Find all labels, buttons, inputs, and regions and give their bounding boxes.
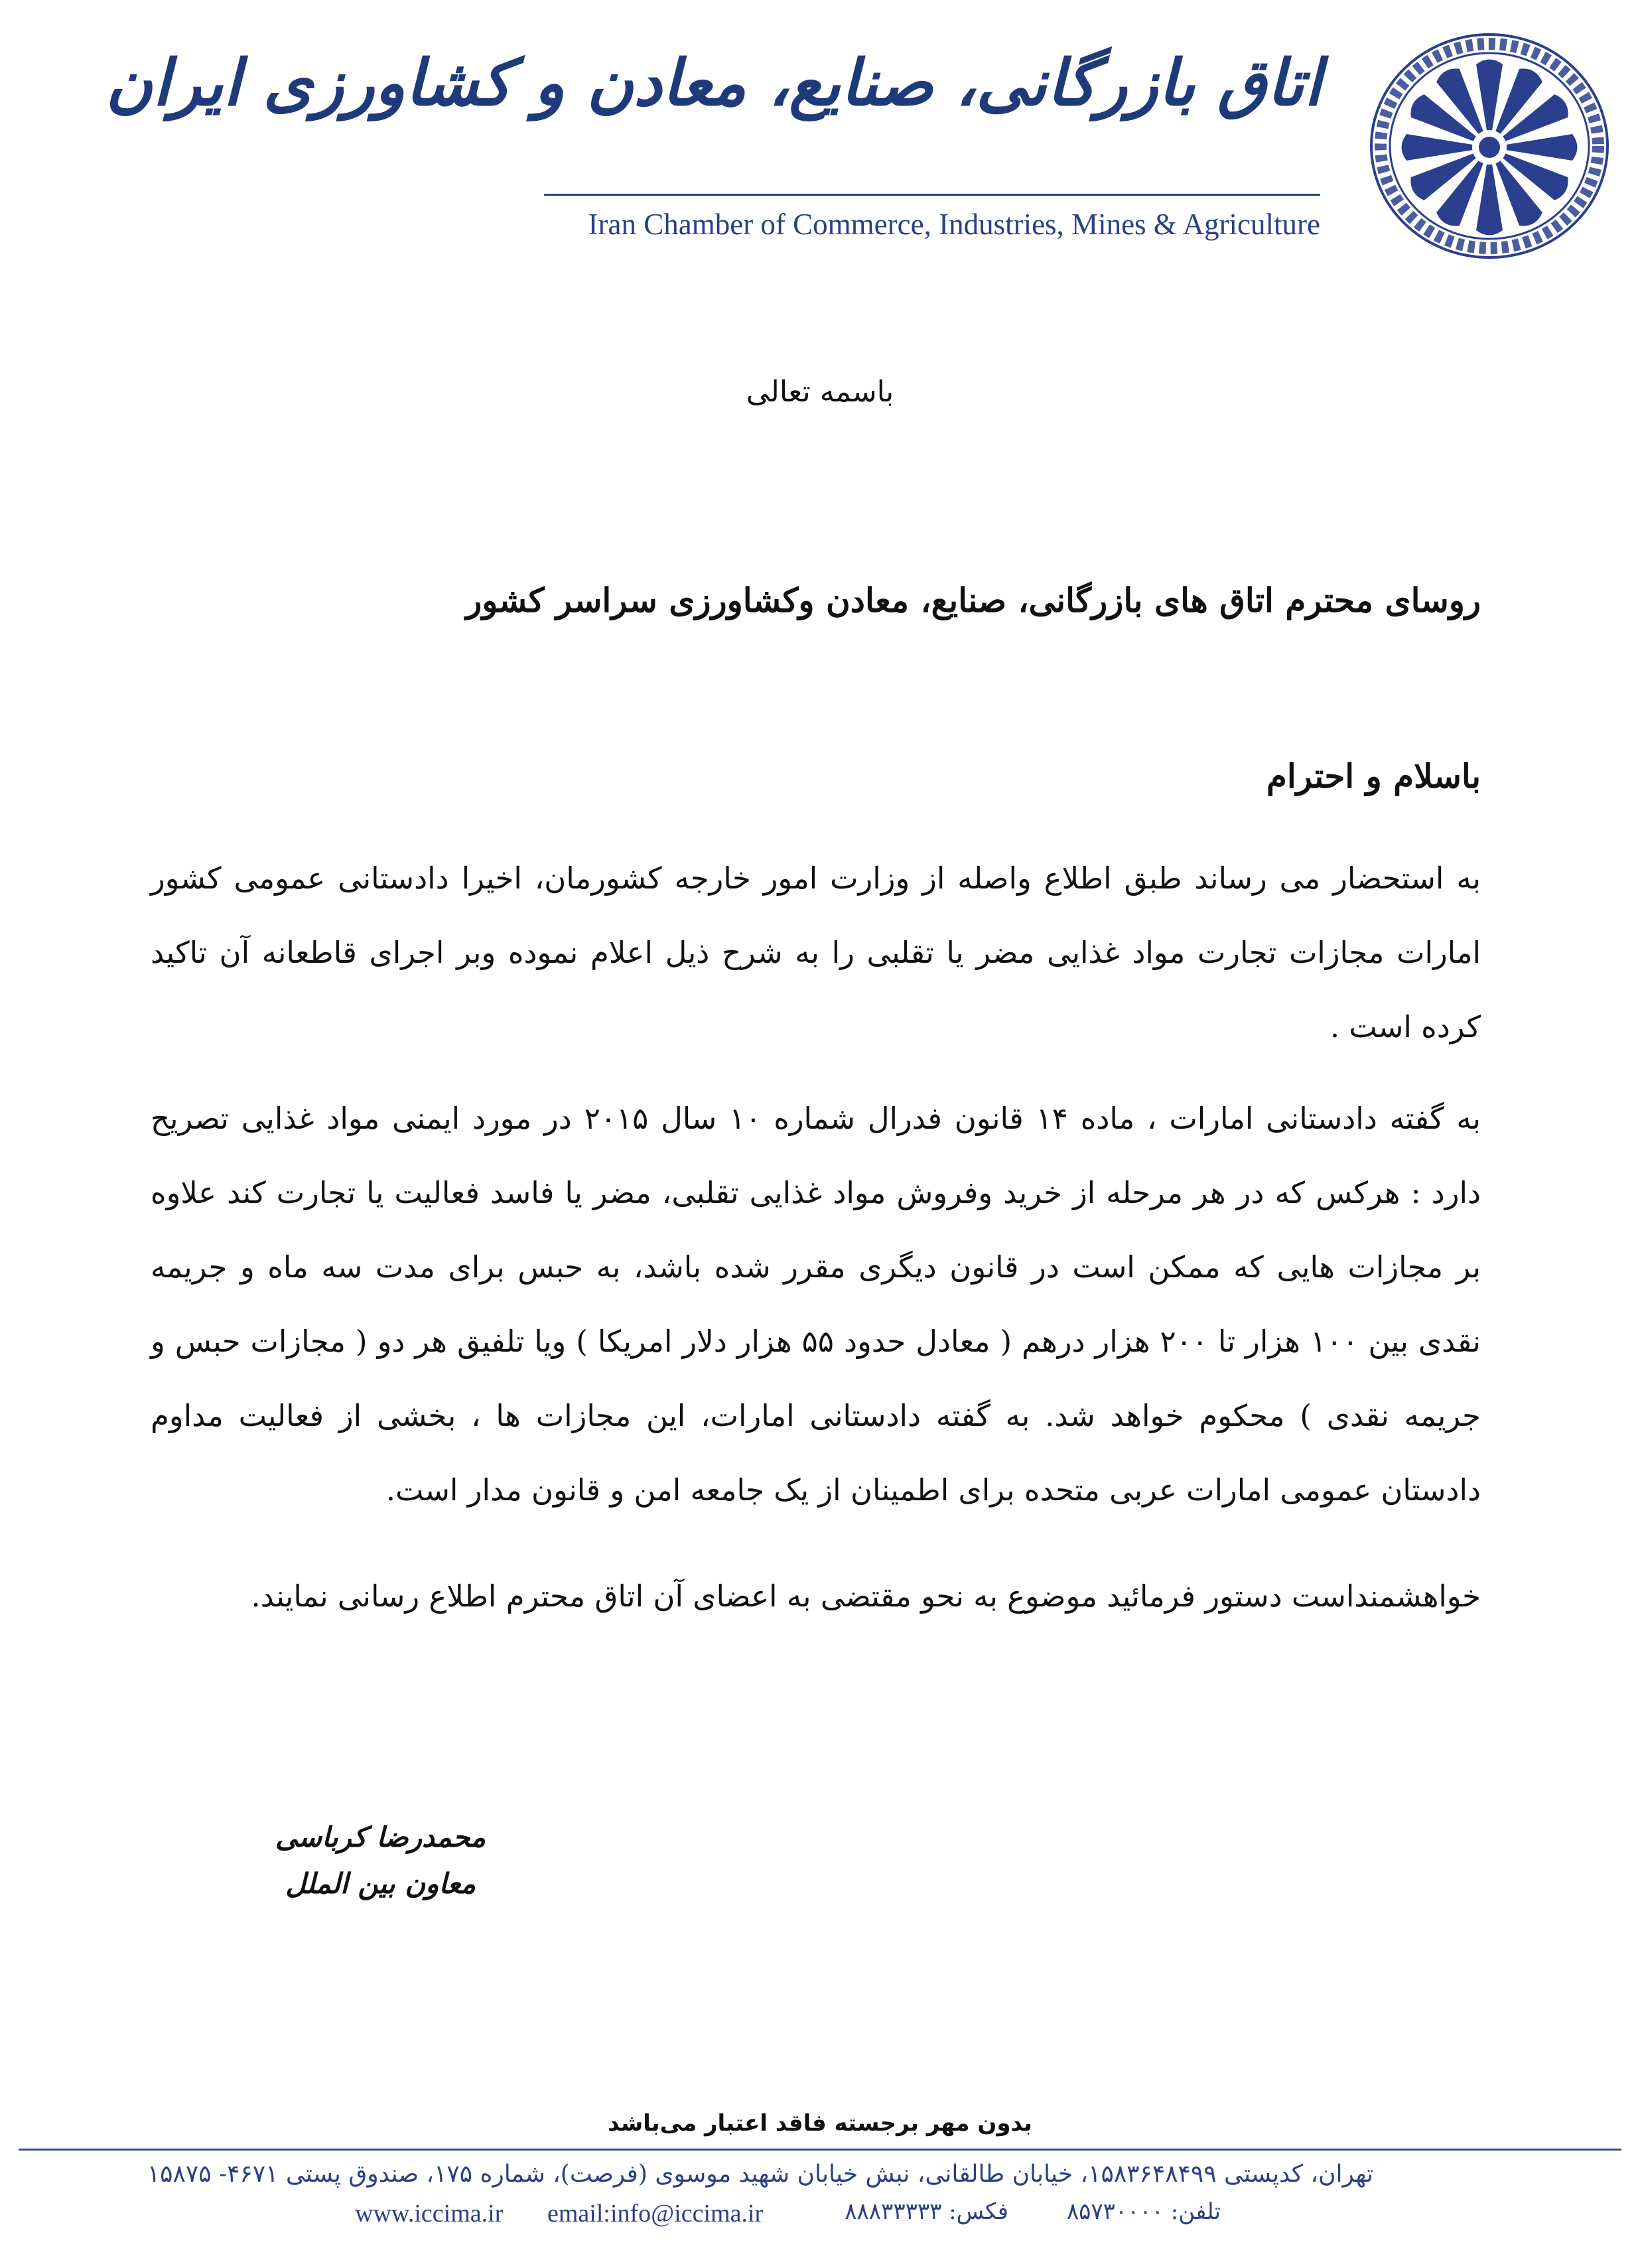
footer-address: تهران، کدپستی ۱۵۸۳۶۴۸۴۹۹، خیابان طالقانی، نبش خیابان شهید موسوی (فرصت)، شماره ۱۷۵، صندوق پستی ۴۶۷۱- ۱۵۸۷۵	[147, 2161, 1373, 2188]
signatory-name: محمدرضا کرباسی	[275, 1821, 486, 1853]
signatory-title: معاون بین الملل	[285, 1867, 476, 1900]
footer-phone: تلفن: ۸۵۷۳۰۰۰۰	[1066, 2198, 1221, 2225]
salutation: باسلام و احترام	[1266, 756, 1481, 796]
footer-divider	[19, 2149, 1621, 2151]
footer-validity-note: بدون مهر برجسته فاقد اعتبار می‌باشد	[608, 2110, 1032, 2137]
chamber-emblem-icon	[1357, 27, 1622, 265]
footer-email-link[interactable]: email:info@iccima.ir	[547, 2200, 764, 2228]
header-title-persian: اتاق بازرگانی، صنایع، معادن و کشاورزی ایران	[105, 45, 1322, 120]
invocation: باسمه تعالی	[746, 375, 894, 409]
body-paragraph-1: به استحضار می رساند طبق اطلاع واصله از وزارت امور خارجه کشورمان، اخیرا دادستانی عمومی کشور امارات مجازات تجارت مواد غذایی مضر یا تقلبی را به شرح ذیل اعلام نموده وبر اجرای قاطعانه آن تاکید کرده است .	[151, 861, 1481, 1044]
header-divider	[544, 194, 1320, 196]
recipient-line: روسای محترم اتاق های بازرگانی، صنایع، معادن وکشاورزی سراسر کشور	[466, 581, 1481, 620]
footer-fax: فکس: ۸۸۸۳۳۳۳۳	[845, 2198, 1008, 2225]
closing-paragraph: خواهشمنداست دستور فرمائید موضوع به نحو مقتضی به اعضای آن اتاق محترم اطلاع رسانی نمایند.	[251, 1579, 1481, 1614]
body-paragraph-2: به گفته دادستانی امارات ، ماده ۱۴ قانون فدرال شماره ۱۰ سال ۲۰۱۵ در مورد ایمنی مواد غذایی تصریح دارد : هرکس که در هر مرحله از خرید وفروش مواد غذایی تقلبی، مضر یا فاسد فعالیت یا تجارت کند علاوه بر مجازات هایی که ممکن است در قانون دیگری مقرر شده باشد، به حبس برای مدت سه ماه و جریمه نقدی بین ۱۰۰ هزار تا ۲۰۰ هزار درهم ( معادل حدود ۵۵ هزار دلار امریکا ) ویا تلفیق هر دو ( مجازات حبس و جریمه نقدی ) محکوم خواهد شد. به گفته دادستانی امارات، این مجازات ها ، بخشی از فعالیت مداوم دادستان عمومی امارات عربی متحده برای اطمینان از یک جامعه امن و قانون مدار است.	[151, 1101, 1481, 1508]
footer-website-link[interactable]: www.iccima.ir	[355, 2200, 504, 2228]
header-title-english: Iran Chamber of Commerce, Industries, Mines & Agriculture	[588, 208, 1320, 241]
